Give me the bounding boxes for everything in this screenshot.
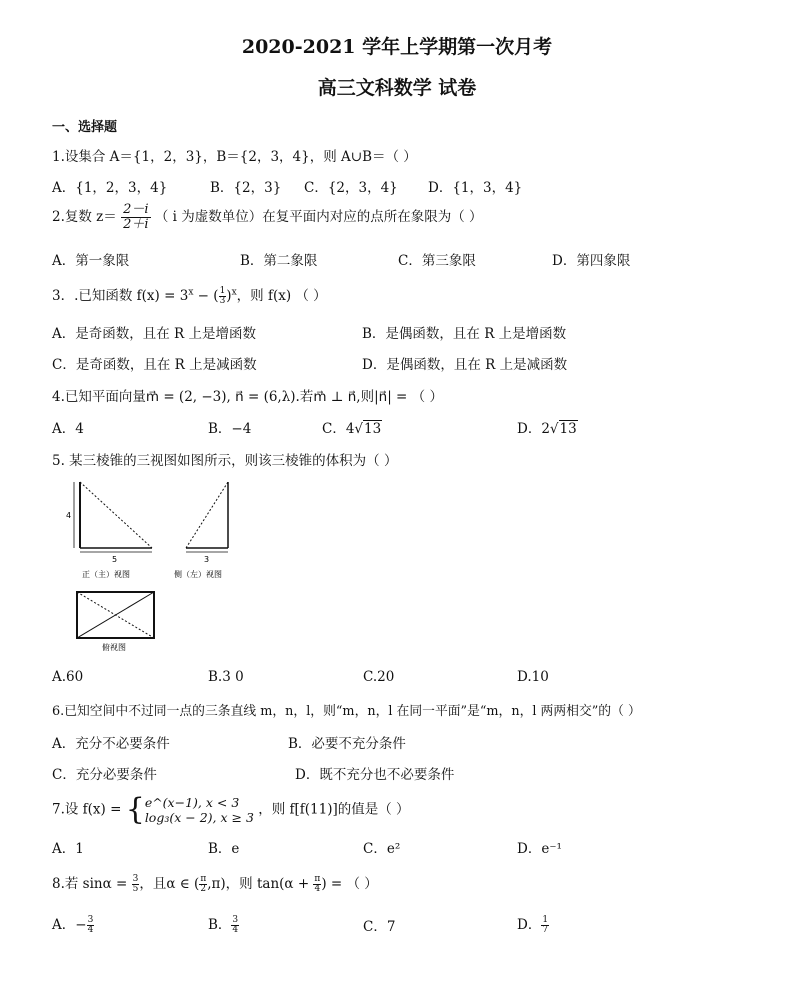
question-7-option-c: C．e² xyxy=(363,841,401,857)
question-8-interval-num: π xyxy=(200,874,207,884)
side-width-label: 3 xyxy=(204,555,210,564)
question-8-a-num: 3 xyxy=(87,915,94,925)
question-3-exp: x xyxy=(188,287,194,298)
question-6-option-b: B．必要不充分条件 xyxy=(288,736,406,752)
question-7-option-d: D．e⁻¹ xyxy=(517,841,562,857)
question-2-option-b: B．第二象限 xyxy=(240,253,318,269)
question-8-sin-num: 3 xyxy=(132,874,139,884)
question-3-option-a: A．是奇函数，且在 R 上是增函数 xyxy=(52,326,256,342)
question-8-a-fraction xyxy=(87,916,95,935)
question-7-option-a: A．1 xyxy=(52,841,84,857)
question-5-stem: 5. 某三棱锥的三视图如图所示，则该三棱锥的体积为（ ） xyxy=(52,453,398,469)
question-3-option-c: C．是奇函数，且在 R 上是减函数 xyxy=(52,357,257,373)
question-8-mid: ，且α ∈ ( xyxy=(139,876,200,892)
question-8-d-den: 7 xyxy=(542,925,549,935)
question-4-option-a: A．4 xyxy=(52,421,84,437)
question-4-c-pre: C．4 xyxy=(322,421,355,437)
question-3-mid2: ) xyxy=(226,288,232,304)
question-8-option-b xyxy=(208,913,239,935)
front-width-label: 5 xyxy=(112,555,118,564)
question-2-numerator: 2－i xyxy=(123,202,149,217)
question-8-tan-den: 4 xyxy=(314,884,321,894)
question-7-post: ，则 f[f(11)]的值是（ ） xyxy=(258,801,410,818)
question-8-b-fraction xyxy=(231,916,239,935)
question-3-frac-num: 1 xyxy=(219,286,226,296)
front-view-caption: 正（主）视图 xyxy=(82,570,130,579)
question-6-option-d: D．既不充分也不必要条件 xyxy=(295,767,455,783)
question-8-a-pre: A．− xyxy=(52,917,87,933)
question-7-pre: 7.设 f(x) = xyxy=(52,801,122,818)
question-6-option-a: A．充分不必要条件 xyxy=(52,736,170,752)
question-1-option-d: D．{1，3，4} xyxy=(428,180,523,196)
question-5-option-d: D.10 xyxy=(517,669,549,685)
question-8-sin-den: 5 xyxy=(132,884,139,894)
piecewise-case-1: e^(x−1), x < 3 xyxy=(144,795,240,810)
question-7-stem xyxy=(52,792,410,827)
question-8-b-num: 3 xyxy=(232,915,239,925)
question-8-stem xyxy=(52,872,378,894)
question-4-d-pre: D．2 xyxy=(517,421,550,437)
question-2-option-d: D．第四象限 xyxy=(552,253,631,269)
question-8-interval-den: 2 xyxy=(200,884,207,894)
question-8-mid2: ,π)，则 tan(α + xyxy=(207,876,314,892)
question-3-stem xyxy=(52,284,327,306)
question-2-post: （ i 为虚数单位）在复平面内对应的点所在象限为（ ） xyxy=(154,209,483,225)
question-2-denominator: 2＋i xyxy=(123,217,149,232)
question-3-exp2: x xyxy=(231,287,237,298)
question-8-option-d xyxy=(517,913,549,935)
piecewise-case-2: log₃(x − 2), x ≥ 3 xyxy=(144,810,254,825)
question-2-stem xyxy=(52,203,483,232)
top-view xyxy=(77,592,154,638)
three-view-figure xyxy=(60,478,260,658)
question-2-option-a: A．第一象限 xyxy=(52,253,130,269)
question-3-post: ，则 f(x) （ ） xyxy=(236,288,327,304)
question-7-option-b: B．e xyxy=(208,841,240,857)
question-8-option-a xyxy=(52,913,94,935)
question-3-mid: − ( xyxy=(193,288,219,304)
question-3-frac-den: 3 xyxy=(219,296,226,306)
question-8-b-den: 4 xyxy=(232,925,239,935)
question-8-d-pre: D． xyxy=(517,917,542,933)
question-1-stem: 1.设集合 A＝{1，2，3}，B＝{2，3，4}，则 A∪B＝（ ） xyxy=(52,149,417,165)
top-view-caption: 俯视图 xyxy=(102,643,126,652)
question-1-option-c: C．{2，3，4} xyxy=(304,180,398,196)
question-3-option-b: B．是偶函数，且在 R 上是增函数 xyxy=(362,326,567,342)
question-8-post: ) = （ ） xyxy=(321,876,378,892)
question-5-option-b: B.3 0 xyxy=(208,669,244,685)
question-5-option-a: A.60 xyxy=(52,669,84,685)
question-3-pre: 3．.已知函数 f(x) = 3 xyxy=(52,288,189,304)
exam-title: 2020-2021 学年上学期第一次月考 xyxy=(241,36,553,58)
section-heading: 一、选择题 xyxy=(52,120,118,135)
question-1-option-a: A．{1，2，3，4} xyxy=(52,180,168,196)
question-6-option-c: C．充分必要条件 xyxy=(52,767,157,783)
question-2-option-c: C．第三象限 xyxy=(398,253,476,269)
side-view-caption: 侧（左）视图 xyxy=(174,570,222,579)
question-8-option-c: C．7 xyxy=(363,919,396,935)
question-2-fraction xyxy=(121,203,150,232)
side-view xyxy=(186,482,228,564)
question-4-d-radicand: 13 xyxy=(559,421,577,437)
exam-subtitle: 高三文科数学 试卷 xyxy=(317,77,477,99)
question-8-a-den: 4 xyxy=(87,925,94,935)
question-5-option-c: C.20 xyxy=(363,669,395,685)
question-3-option-d: D．是偶函数，且在 R 上是减函数 xyxy=(362,357,568,373)
question-4-option-b: B．−4 xyxy=(208,421,252,437)
question-8-b-pre: B． xyxy=(208,917,232,933)
front-height-label: 4 xyxy=(66,511,72,520)
question-2-pre: 2.复数 z＝ xyxy=(52,209,117,225)
question-4-c-radicand: 13 xyxy=(364,421,382,437)
piecewise-cases xyxy=(145,795,254,825)
question-1-option-b: B．{2，3} xyxy=(210,180,282,196)
question-8-d-num: 1 xyxy=(542,915,549,925)
front-view xyxy=(66,482,152,564)
question-4-option-c: C．4√13 xyxy=(322,421,382,437)
piecewise-brace: { xyxy=(125,792,145,827)
question-4-option-d: D．2√13 xyxy=(517,421,577,437)
question-8-tan-num: π xyxy=(314,874,321,884)
question-6-stem: 6.已知空间中不过同一点的三条直线 m，n，l，则“m，n，l 在同一平面”是“m，n，l 两两相交”的（ ） xyxy=(52,704,641,719)
question-8-pre: 8.若 sinα = xyxy=(52,876,132,892)
question-8-d-fraction xyxy=(541,916,549,935)
question-4-stem: 4.已知平面向量m⃗ = (2, −3), n⃗ = (6,λ).若m⃗ ⊥ n⃗,则|n⃗| = （ ） xyxy=(52,389,443,405)
